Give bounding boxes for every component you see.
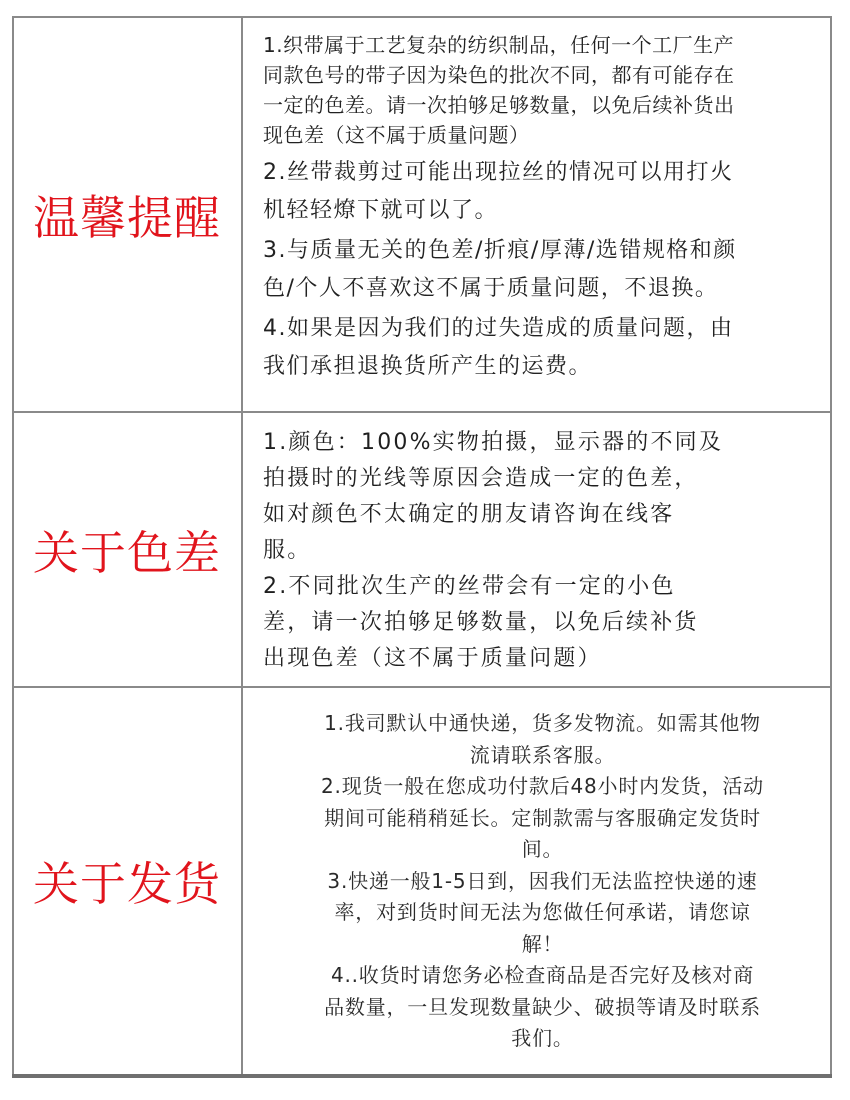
section-title: 温馨提醒: [33, 190, 221, 245]
section-shipping: [12, 688, 832, 1074]
notice-item: 3.与质量无关的色差/折痕/厚薄/选错规格和颜 色/个人不喜欢这不属于质量问题，不退换。: [263, 238, 737, 301]
notice-item: 1.我司默认中通快递，货多发物流。如需其他物 流请联系客服。: [324, 711, 761, 767]
notice-item: 1.颜色：100%实物拍摄，显示器的不同及 拍摄时的光线等原因会造成一定的色差， 如对颜色不太确定的朋友请咨询在线客 服。: [263, 430, 724, 563]
notice-item: 3.快递一般1-5日到，因我们无法监控快递的速 率，对到货时间无法为您做任何承诺，请您谅 解！: [327, 868, 758, 956]
section-label-cell: [12, 688, 242, 1074]
notice-item: 4.如果是因为我们的过失造成的质量问题，由 我们承担退换货所产生的运费。: [263, 316, 734, 379]
section-title: 关于发货: [33, 857, 221, 911]
section-content: [243, 18, 832, 411]
section-content: [243, 413, 832, 686]
section-label-cell: [12, 413, 242, 686]
notice-item: 4..收货时请您务必检查商品是否完好及核对商 品数量，一旦发现数量缺少、破损等请及时联系 我们。: [324, 963, 761, 1050]
section-reminder: [12, 18, 832, 411]
notice-item: 2.丝带裁剪过可能出现拉丝的情况可以用打火 机轻轻燎下就可以了。: [263, 160, 734, 223]
notice-item: 2.现货一般在您成功付款后48小时内发货，活动 期间可能稍稍延长。定制款需与客服确定发货时 间。: [321, 774, 764, 861]
section-color-difference: [12, 413, 832, 686]
section-title: 关于色差: [33, 525, 221, 580]
section-label-cell: [12, 18, 242, 411]
border-bottom: [12, 1074, 832, 1078]
notice-item: 2.不同批次生产的丝带会有一定的小色 差，请一次拍够足够数量，以免后续补货 出现色差（这不属于质量问题）: [263, 574, 699, 671]
notice-item: 1.织带属于工艺复杂的纺织制品，任何一个工厂生产 同款色号的带子因为染色的批次不同，都有可能存在 一定的色差。请一次拍够足够数量，以免后续补货出 现色差（这不属于质量问题）: [263, 33, 735, 147]
section-content: [243, 688, 832, 1074]
